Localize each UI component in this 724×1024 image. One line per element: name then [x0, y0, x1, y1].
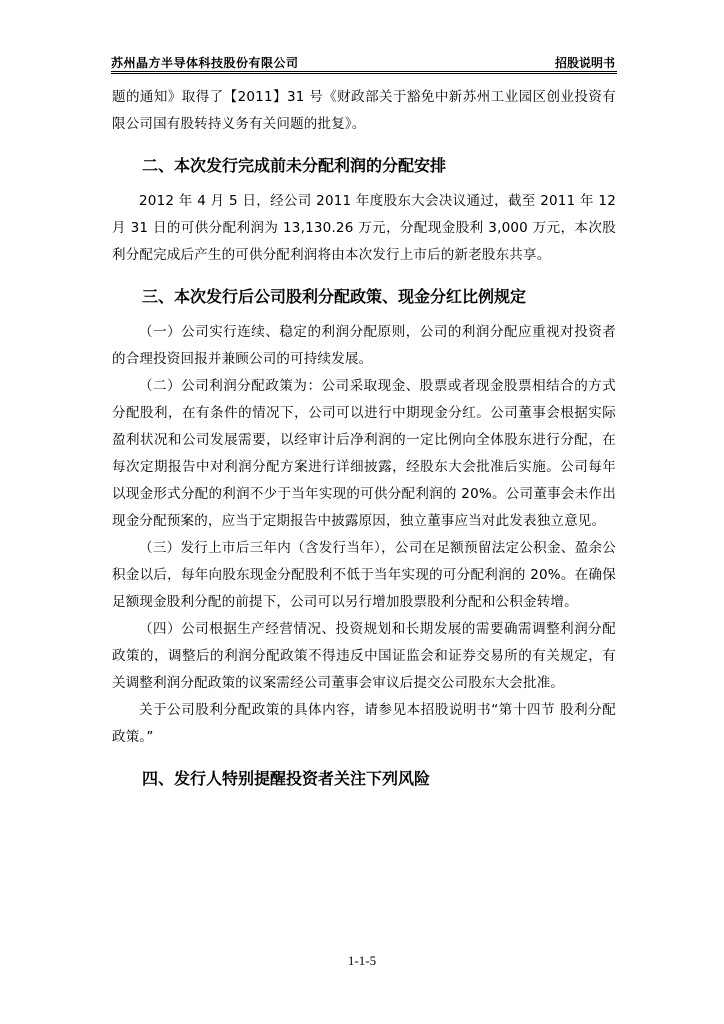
header-divider — [111, 71, 617, 74]
paragraph-policy-4: （四）公司根据生产经营情况、投资规划和长期发展的需要确需调整利润分配政策的，调整后的利润分配政策不得违反中国证监会和证券交易所的有关规定，有关调整利润分配政策的议案需经公司董事会审议后提交公司股东大会批准。 — [112, 621, 616, 691]
page-number: 1-1-5 — [347, 953, 377, 968]
company-name: 苏州晶方半导体科技股份有限公司 — [111, 56, 299, 70]
document-title: 招股说明书 — [554, 56, 615, 70]
paragraph-policy-reference: 关于公司股利分配政策的具体内容，请参见本招股说明书“第十四节 股利分配政策。” — [112, 702, 616, 745]
section-heading-2: 二、本次发行完成前未分配利润的分配安排 — [142, 156, 447, 175]
paragraph-policy-2: （二）公司利润分配政策为：公司采取现金、股票或者现金股票相结合的方式分配股利，在有条件的情况下，公司可以进行中期现金分红。公司董事会根据实际盈利状况和公司发展需要，以经审计后净利润的一定比例向全体股东进行分配，在每次定期报告中对利润分配方案进行详细披露，经股东大会批准后实施。公司每年以现金形式分配的利润不少于当年实现的可供分配利润的 20%。公司董事会未作出现金分配预案的，应当于定期报告中披露原因，独立董事应当对此发表独立意见。 — [112, 378, 616, 529]
document-body — [112, 84, 616, 792]
section-heading-4: 四、发行人特别提醒投资者关注下列风险 — [142, 769, 431, 788]
paragraph-undistributed-profit: 2012 年 4 月 5 日，经公司 2011 年度股东大会决议通过，截至 2011 年 12 月 31 日的可供分配利润为 13,130.26 万元，分配现金股利 3,000 万元，本次股利分配完成后产生的可供分配利润将由本次发行上市后的新老股东共享。 — [112, 193, 616, 263]
section-heading-3: 三、本次发行后公司股利分配政策、现金分红比例规定 — [142, 287, 527, 306]
paragraph-policy-3: （三）发行上市后三年内（含发行当年），公司在足额预留法定公积金、盈余公积金以后，每年向股东现金分配股利不低于当年实现的可分配利润的 20%。在确保足额现金股利分配的前提下，公司可以另行增加股票股利分配和公积金转增。 — [112, 540, 616, 610]
paragraph-intro: 题的通知》取得了【2011】31 号《财政部关于豁免中新苏州工业园区创业投资有限公司国有股转持义务有关问题的批复》。 — [112, 89, 616, 132]
paragraph-policy-1: （一）公司实行连续、稳定的利润分配原则，公司的利润分配应重视对投资者的合理投资回报并兼顾公司的可持续发展。 — [112, 324, 616, 367]
page-header — [111, 54, 615, 70]
